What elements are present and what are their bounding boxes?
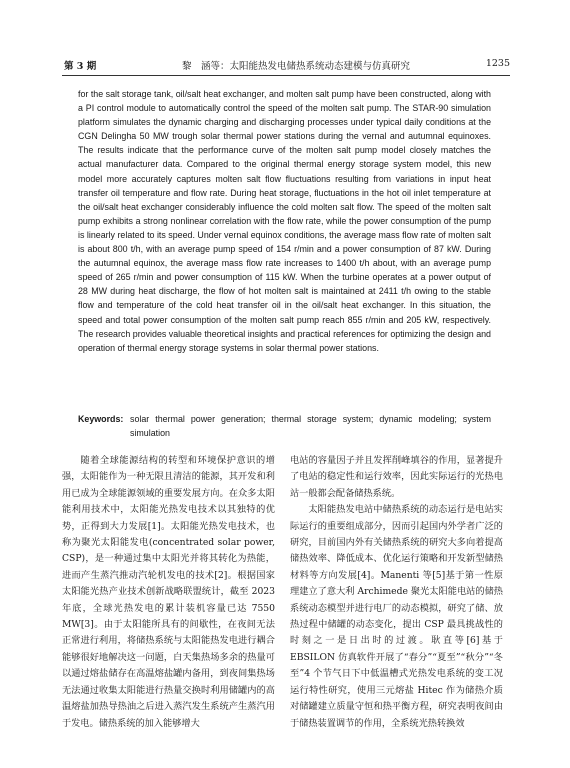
intro-paragraph: 随着全球能源结构的转型和环境保护意识的增强，太阳能作为一种无限且清洁的能源，其开发和利用已成为全球能源领域的重要发展方向。在众多太阳能利用技术中，太阳能光热发电技术以其独特的优势，正得到大力发展[1]。太阳能光热发电技术，也称为聚光太阳能发电(concentrated solar power, CSP)，是一种通过集中太阳光并将其转化为热能，进而产生蒸汽推动汽轮机发电的技术[2]。根据国家太阳能光热产业技术创新战略联盟统计，截至 2023 年底，全球光热发电的累计装机容量已达 7550 MW[3]。由于太阳能所具有的间歇性，在夜间无法正常进行利用，将储热系统与太阳能热发电进行耦合能够很好地解决这一问题，白天集热场多余的热量可以通过熔盐储存在高温熔盐罐内备用，到夜间集热场无法通过收集太阳能进行热量交换时利用储罐内的高温熔盐加热导热油之后进入蒸汽发生系统产生蒸汽用于发电。储热系统的加入能够增大: [62, 455, 275, 729]
keywords-list: solar thermal power generation; thermal storage system; dynamic modeling; system simulation: [130, 414, 491, 438]
running-title: 黎 涵等：太阳能热发电储热系统动态建模与仿真研究: [182, 61, 411, 72]
header-rule: [62, 75, 510, 76]
abstract-text: for the salt storage tank, oil/salt heat exchanger, and molten salt pump have been constructed, along with a PI control module to automatically control the speed of the molten salt pump. The STAR-90 simulation platform simulates the dynamic charging and discharging processes under typical daily conditions at the CGN Delingha 50 MW trough solar thermal power stations during the vernal and autumnal equinoxes. The results indicate that the performance curve of the molten salt pump model closely matches the actual manufacturer data. Compared to the original thermal energy storage system model, this new model more accurately captures molten salt flow fluctuations resulting from variations in input heat transfer oil temperature and flow rate. During heat storage, fluctuations in the hot oil inlet temperature at the oil/salt heat exchanger considerably influence the cold molten salt flow. The speed of the molten salt pump exhibits a strong nonlinear correlation with the flow rate, while the power consumption of the pump is linearly related to its speed. Under vernal equinox conditions, the average mass flow rate of molten salt is about 800 t/h, with an average pump speed of 154 r/min and a power consumption of 87 kW. During the autumnal equinox, the average mass flow rate increases to 1400 t/h about, with an average pump speed of 265 r/min and power consumption of 115 kW. When the turbine operates at a power output of 28 MW during heat discharge, the flow of hot molten salt is maintained at 2411 t/h owing to the stable flow and temperature of the cold heat transfer oil in the oil/salt heat exchanger. In this situation, the speed and total power consumption of the molten salt pump reach 855 r/min and 205 kW, respectively. The research provides valuable theoretical insights and practical references for optimizing the design and operation of thermal energy storage systems in solar thermal power stations.: [78, 89, 491, 353]
page-header: [62, 58, 510, 74]
page-number: 1235: [485, 58, 510, 69]
literature-review-paragraph: 太阳能热发电站中储热系统的动态运行是电站实际运行的重要组成部分，因而引起国内外学者广泛的研究，目前国内外有关储热系统的研究大多向着提高储热效率、降低成本、优化运行策略和开发新型储热材料等方向发展[4]。Manenti 等[5]基于第一性原理建立了意大利 Archimede 聚光太阳能电站的储热系统动态模型并进行电厂的动态模拟，研究了储、放热过程中储罐的动态变化，提出 CSP 最具挑战性的时刻之一是日出时的过渡。耿直等[6]基于 EBSILON 仿真软件开展了“春分”“夏至”“秋分”“冬至”4 个节气日下中低温槽式光热发电系统的变工况运行特性研究，使用三元熔盐 Hitec 作为储热介质对储罐建立质量守恒和热平衡方程，研究表明夜间由于储热装置调节的作用，全系统光热转换效: [290, 504, 503, 729]
right-column: [290, 453, 503, 732]
left-column: [62, 453, 275, 732]
keywords-label: Keywords:: [78, 414, 124, 424]
issue-number: 第 3 期: [64, 61, 97, 72]
intro-paragraph-continued: 电站的容量因子并且发挥削峰填谷的作用，显著提升了电站的稳定性和运行效率，因此实际运行的光热电站一般都会配备储热系统。: [290, 455, 503, 499]
keywords: [78, 412, 491, 440]
